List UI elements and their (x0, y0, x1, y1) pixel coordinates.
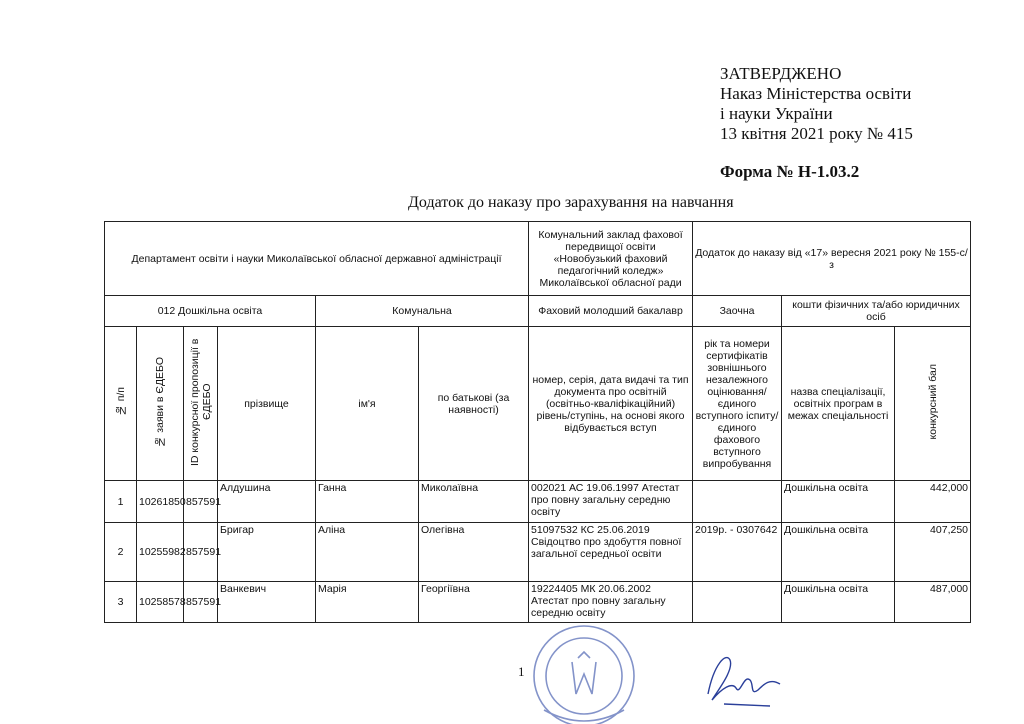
row-document: 002021 АС 19.06.1997 Атестат про повну загальну середню освіту (529, 481, 693, 523)
row-offer-id: 857591 (184, 523, 218, 582)
header-row (105, 222, 971, 296)
table-row (105, 523, 971, 582)
col-header-application-text: № заяви в ЄДЕБО (154, 356, 166, 448)
approval-title: ЗАТВЕРДЖЕНО (720, 64, 842, 83)
table-row (105, 481, 971, 523)
approval-block (720, 64, 913, 182)
degree-cell: Фаховий молодший бакалавр (529, 296, 693, 327)
row-patronymic: Георгіївна (419, 582, 529, 623)
approval-ministry-line: Наказ Міністерства освіти (720, 84, 912, 103)
row-application-no: 10255982 (137, 523, 184, 582)
approval-date: 13 квітня 2021 року № 415 (720, 124, 913, 143)
row-offer-id: 857591 (184, 481, 218, 523)
col-header-application (137, 327, 184, 481)
row-offer-id: 857591 (184, 582, 218, 623)
col-header-specialization: назва спеціалізації, освітніх програм в межах спеціальності (782, 327, 895, 481)
row-application-no: 10258578 (137, 582, 184, 623)
row-score: 407,250 (895, 523, 971, 582)
col-header-offer-id-text: ID конкурсної пропозиції в ЄДЕБО (188, 338, 213, 466)
row-surname: Ванкевич (218, 582, 316, 623)
col-header-certificates: рік та номери сертифікатів зовнішнього незалежного оцінювання/ єдиного вступного іспиту/ єдиного фахового вступного випробування (693, 327, 782, 481)
col-header-document: номер, серія, дата видачі та тип документа про освітній (освітньо-кваліфікаційний) рівень/ступінь, на основі якого відбувається вступ (529, 327, 693, 481)
row-surname: Бригар (218, 523, 316, 582)
col-header-score-text: конкурсний бал (926, 364, 939, 440)
department-cell: Департамент освіти і науки Миколаївської обласної державної адміністрації (105, 222, 529, 296)
study-form-cell: Заочна (693, 296, 782, 327)
page-number: 1 (518, 664, 525, 679)
row-num: 2 (105, 523, 137, 582)
approval-ministry-line-2: і науки України (720, 104, 833, 123)
row-name: Марія (316, 582, 419, 623)
col-header-num (105, 327, 137, 481)
institution-cell: Комунальний заклад фахової передвищої освіти «Новобузький фаховий педагогічний коледж» Миколаївської обласної ради (529, 222, 693, 296)
row-specialization: Дошкільна освіта (782, 523, 895, 582)
admission-table (104, 221, 971, 623)
row-certificates (693, 582, 782, 623)
ownership-cell: Комунальна (316, 296, 529, 327)
order-reference-cell: Додаток до наказу від «17» вересня 2021 року № 155-с/з (693, 222, 971, 296)
appendix-title: Додаток до наказу про зарахування на навчання (408, 194, 734, 211)
row-num: 1 (105, 481, 137, 523)
column-header-row (105, 327, 971, 481)
seal-stamp-icon (524, 614, 644, 724)
row-name: Ганна (316, 481, 419, 523)
col-header-name: ім'я (316, 327, 419, 481)
row-document: 19224405 МК 20.06.2002 Атестат про повну загальну середню освіту (529, 582, 693, 623)
row-score: 442,000 (895, 481, 971, 523)
funding-cell: кошти фізичних та/або юридичних осіб (782, 296, 971, 327)
row-certificates (693, 481, 782, 523)
col-header-score (895, 327, 971, 481)
row-specialization: Дошкільна освіта (782, 582, 895, 623)
row-score: 487,000 (895, 582, 971, 623)
col-header-num-text: № п/п (114, 387, 127, 417)
seal-stamp-shape (534, 626, 634, 724)
subheader-row (105, 296, 971, 327)
col-header-surname: прізвище (218, 327, 316, 481)
specialty-cell: 012 Дошкільна освіта (105, 296, 316, 327)
row-num: 3 (105, 582, 137, 623)
form-number: Форма № Н-1.03.2 (720, 162, 860, 181)
row-patronymic: Миколаївна (419, 481, 529, 523)
row-application-no: 10261850 (137, 481, 184, 523)
row-name: Аліна (316, 523, 419, 582)
row-specialization: Дошкільна освіта (782, 481, 895, 523)
col-header-patronymic: по батькові (за наявності) (419, 327, 529, 481)
row-patronymic: Олегівна (419, 523, 529, 582)
row-document: 51097532 КС 25.06.2019 Свідоцтво про здобуття повної загальної середньої освіти (529, 523, 693, 582)
row-certificates: 2019р. - 0307642 (693, 523, 782, 582)
col-header-offer-id (184, 327, 218, 481)
signature-stroke (708, 658, 780, 706)
signature-icon (700, 644, 790, 714)
row-surname: Алдушина (218, 481, 316, 523)
